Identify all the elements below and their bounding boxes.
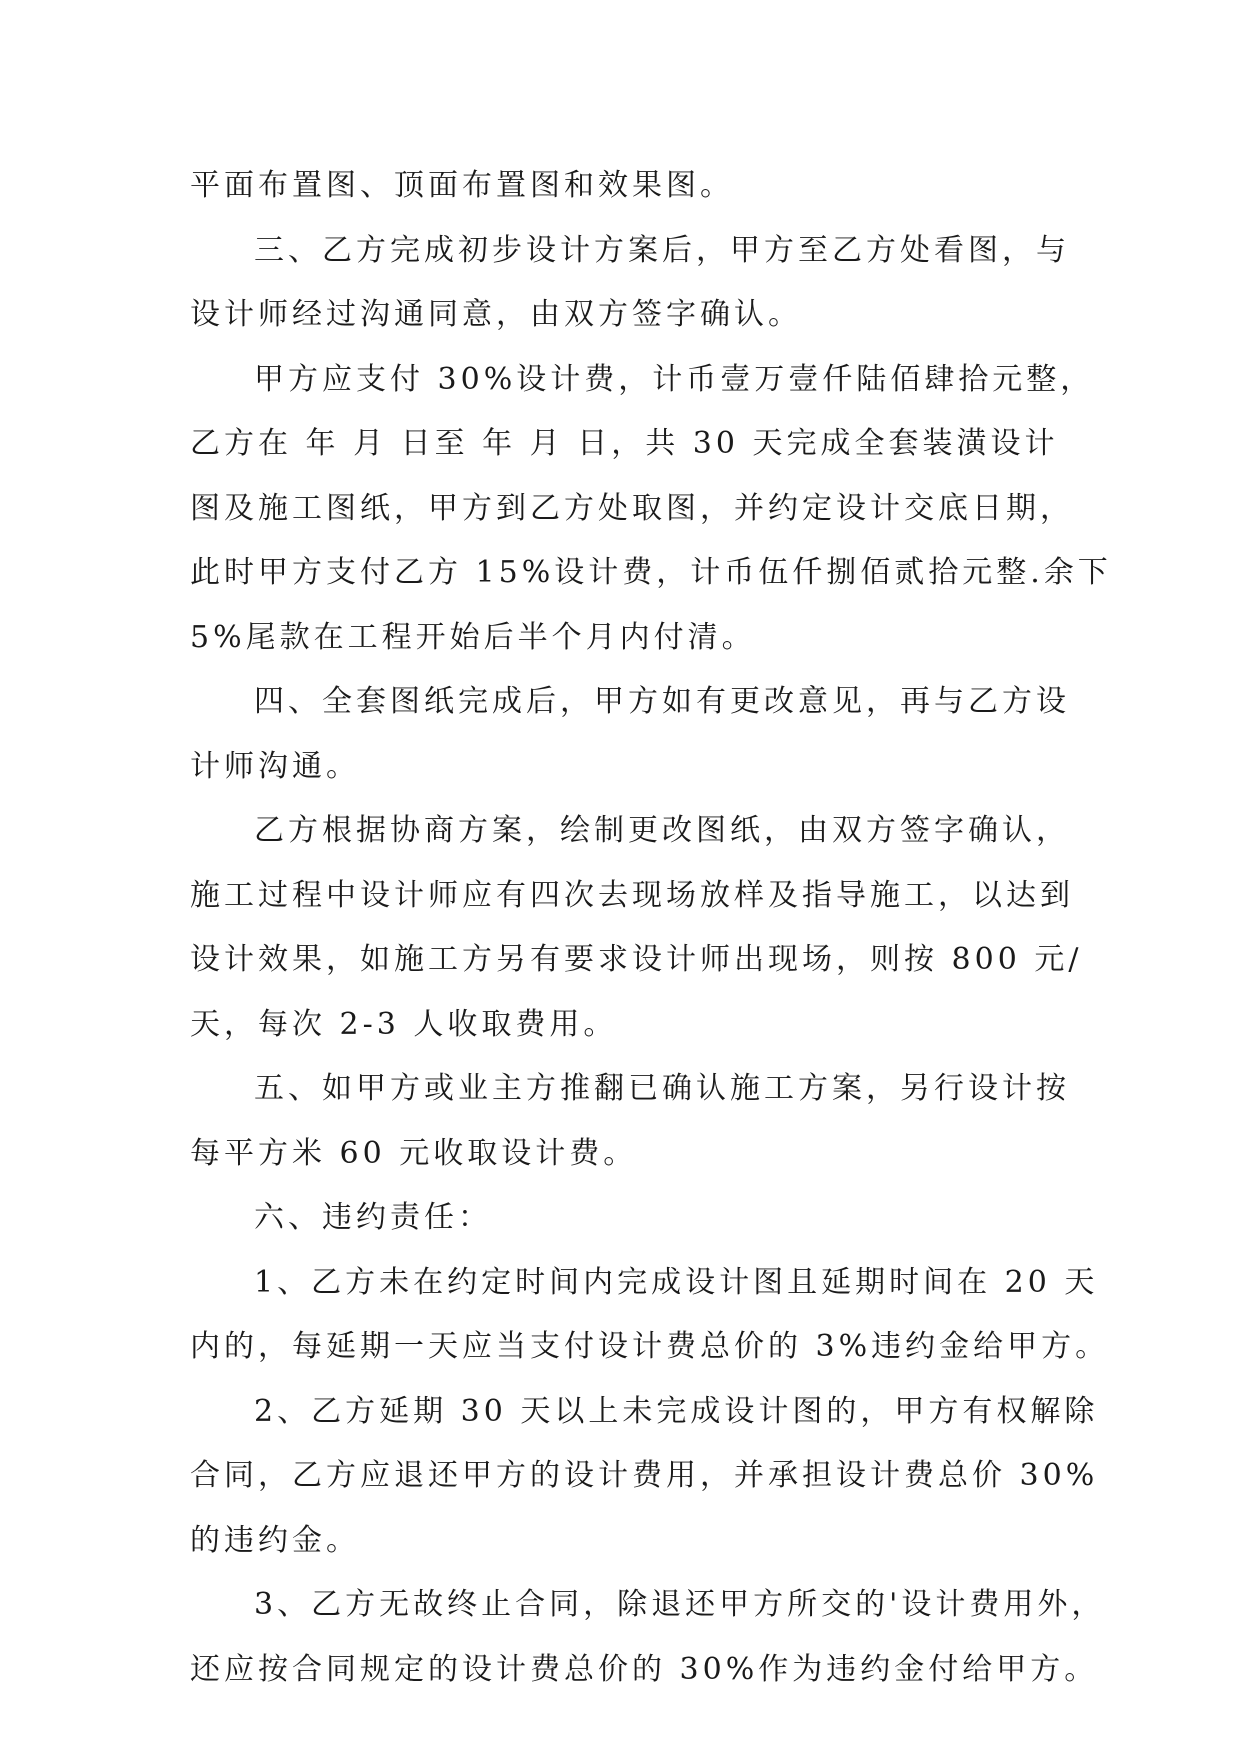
clause-3-line: 三、乙方完成初步设计方案后，甲方至乙方处看图，与 xyxy=(254,232,1070,268)
text-line: 计师沟通。 xyxy=(190,748,360,784)
item-2-line: 2、乙方延期 30 天以上未完成设计图的，甲方有权解除 xyxy=(254,1393,1099,1429)
clause-5-line: 五、如甲方或业主方推翻已确认施工方案，另行设计按 xyxy=(254,1071,1070,1106)
clause-4-line: 四、全套图纸完成后，甲方如有更改意见，再与乙方设 xyxy=(254,684,1070,719)
text-line: 的违约金。 xyxy=(190,1522,360,1558)
text-line: 内的，每延期一天应当支付设计费总价的 3%违约金给甲方。 xyxy=(190,1329,1110,1364)
text-line: 设计师经过沟通同意，由双方签字确认。 xyxy=(190,297,802,332)
payment-line: 甲方应支付 30%设计费，计币壹万壹仟陆佰肆拾元整， xyxy=(254,361,1095,397)
text-line: 合同，乙方应退还甲方的设计费用，并承担设计费总价 30% xyxy=(190,1458,1099,1493)
text-line: 还应按合同规定的设计费总价的 30%作为违约金付给甲方。 xyxy=(190,1651,1099,1687)
text-line: 图及施工图纸，甲方到乙方处取图，并约定设计交底日期， xyxy=(190,490,1074,526)
text-line: 每平方米 60 元收取设计费。 xyxy=(190,1135,638,1171)
text-line: 天，每次 2-3 人收取费用。 xyxy=(190,1006,618,1042)
document-body xyxy=(190,154,1112,1702)
text-line: 设计效果，如施工方另有要求设计师出现场，则按 800 元/ xyxy=(190,942,1083,977)
item-3-line: 3、乙方无故终止合同，除退还甲方所交的'设计费用外， xyxy=(254,1587,1106,1622)
text-line: 施工过程中设计师应有四次去现场放样及指导施工，以达到 xyxy=(190,877,1074,913)
revision-line: 乙方根据协商方案，绘制更改图纸，由双方签字确认， xyxy=(254,813,1070,848)
text-line: 平面布置图、顶面布置图和效果图。 xyxy=(190,168,734,203)
text-line: 此时甲方支付乙方 15%设计费，计币伍仟捌佰贰拾元整.余下 xyxy=(190,555,1112,590)
text-line: 5%尾款在工程开始后半个月内付清。 xyxy=(190,619,756,655)
text-line: 乙方在 年 月 日至 年 月 日，共 30 天完成全套装潢设计 xyxy=(190,426,1059,461)
clause-6-heading: 六、违约责任： xyxy=(254,1200,492,1235)
item-1-line: 1、乙方未在约定时间内完成设计图且延期时间在 20 天 xyxy=(254,1264,1099,1300)
